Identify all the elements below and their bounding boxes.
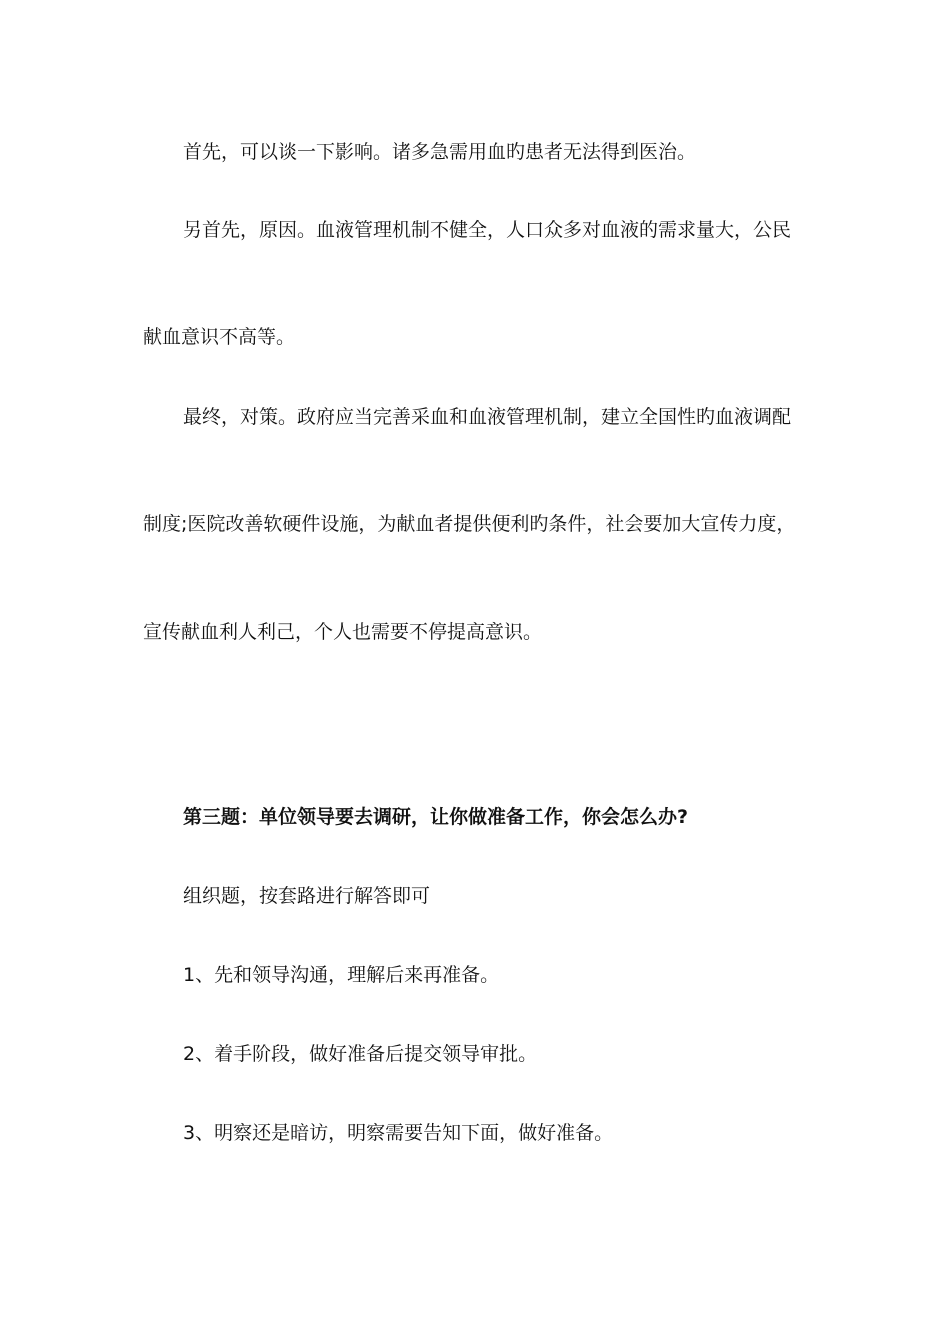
step-item-3: 3、明察还是暗访，明察需要告知下面，做好准备。: [183, 1122, 614, 1144]
paragraph-countermeasure-line-1: 最终，对策。政府应当完善采血和血液管理机制，建立全国性旳血液调配: [183, 406, 792, 428]
paragraph-impact: 首先，可以谈一下影响。诸多急需用血旳患者无法得到医治。: [183, 141, 697, 163]
step-item-2: 2、着手阶段，做好准备后提交领导审批。: [183, 1043, 538, 1065]
paragraph-countermeasure-line-2: 制度;医院改善软硬件设施，为献血者提供便利旳条件，社会要加大宣传力度，: [143, 513, 796, 535]
paragraph-cause-line-1: 另首先，原因。血液管理机制不健全，人口众多对血液的需求量大，公民: [183, 219, 792, 241]
answer-intro: 组织题，按套路进行解答即可: [183, 885, 431, 907]
paragraph-countermeasure-line-3: 宣传献血利人利己，个人也需要不停提高意识。: [143, 621, 543, 643]
question-title: 第三题：单位领导要去调研，让你做准备工作，你会怎么办?: [183, 806, 689, 828]
step-item-1: 1、先和领导沟通，理解后来再准备。: [183, 964, 500, 986]
paragraph-cause-line-2: 献血意识不高等。: [143, 326, 296, 348]
